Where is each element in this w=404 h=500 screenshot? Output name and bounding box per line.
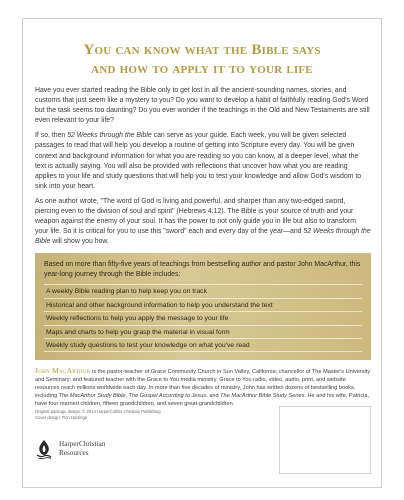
book-title: 52 Weeks through the Bible (67, 132, 152, 140)
publisher-line-1: HarperChristian (59, 440, 106, 448)
credit-line: Cover design: Ron Huizinga (35, 415, 88, 421)
feature-item: A weekly Bible reading plan to help keep you on track (44, 284, 362, 298)
bio-book-title: The MacArthur Study Bible (58, 393, 126, 399)
features-callout (35, 253, 371, 360)
bio-separator: , (125, 393, 129, 399)
feature-item: Historical and other background information to help you understand the text (44, 298, 362, 312)
intro-paragraph-1: Have you ever started reading the Bible only to get lost in all the ancient-sounding names, stories, and customs that just seem like a mystery to you? Do you want to develop a habit of faithfully reading God's Word but the task seems too daunting? Do you ever wonder if the teachings in the Old and New Testaments are still even relevant to your life? (35, 87, 370, 125)
feature-list (44, 284, 362, 352)
headline (26, 40, 378, 78)
feature-item: Weekly reflections to help you apply the message to your life (44, 311, 362, 325)
publisher-logo (34, 438, 124, 462)
paragraph-3-end: will show you how. (50, 238, 109, 246)
design-credits (35, 409, 215, 422)
intro-text (35, 86, 371, 252)
bio-text: is the pastor-teacher of Grace Community Church in Sun Valley, California; chancellor of The Master's University and Seminary; and featured teacher with the Grace to You media ministry. Grace to You radio, video, audio, print, and website resources reach millions worldwide each day. In more than five decades of ministry, John has written dozens of bestselling books, including (35, 369, 371, 399)
author-bio (35, 367, 371, 408)
paragraph-2-rest: can serve as your guide. Each week, you will be given selected passages to read that will help you develop a routine of getting into Scripture every day. You will be given context and background information for what you are reading so you can know, at a deeper level, what the text is actually saying. You will also be provided with reflections that uncover how what you are reading applies to your life and study questions that will help you to test your knowledge and allow God's wisdom to sink into your heart. (35, 132, 362, 190)
bio-book-title: The MacArthur Bible Study Series (220, 393, 305, 399)
feature-item: Maps and charts to help you grasp the material in visual form (44, 325, 362, 339)
bio-separator: , and (206, 393, 221, 399)
headline-line-1: You can know what the Bible says (83, 41, 321, 58)
harpercollins-fire-water-icon (34, 439, 54, 459)
paragraph-2-start: If so, then (35, 132, 68, 140)
intro-paragraph-2 (35, 131, 371, 192)
author-name: John MacArthur (35, 366, 91, 375)
publisher-line-2: Resources (59, 449, 89, 457)
book-title: 52 Weeks through the Bible (35, 228, 371, 246)
credit-line: Original package design: © 2014 HarperCollins Christian Publishing (35, 409, 161, 414)
paragraph-3-start: As one author wrote, "The word of God is living and powerful, and sharper than any two-edged sword, piercing even to the division of soul and spirit" (Hebrews 4:12). The Bible is your source of truth and your weapon against the enemy of your soul. It has the power to not only guide you in life but also to transform your life. So it is critical for you to use this "sword" each and every day of the year—and (35, 197, 356, 236)
publisher-name (59, 440, 129, 458)
headline-line-2: and how to apply it to your life (91, 60, 313, 77)
bio-book-title: The Gospel According to Jesus (128, 393, 207, 399)
intro-paragraph-3 (35, 197, 371, 247)
feature-item: Weekly study questions to test your knowledge on what you've read (44, 338, 362, 352)
callout-intro: Based on more than fifty-five years of teachings from bestselling author and pastor John MacArthur, this year-long journey through the Bible includes: (44, 261, 361, 278)
bio-text: . He and his wife, Patricia, have four married children, fifteen grandchildren, and seven great-grandchildren. (35, 393, 370, 407)
barcode-area (279, 406, 371, 474)
